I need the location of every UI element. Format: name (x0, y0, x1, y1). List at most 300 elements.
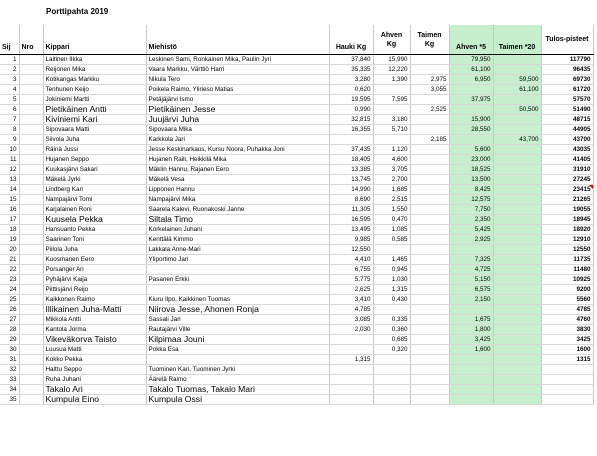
cell-tulos: 19055 (541, 205, 593, 215)
cell-ahven5: 18,525 (449, 165, 493, 175)
cell-hauki (329, 135, 373, 145)
cell-taimen20 (493, 225, 541, 235)
cell-tulos: 5560 (541, 295, 593, 305)
table-row (0, 335, 593, 345)
table-row (0, 235, 593, 245)
table-row (0, 145, 593, 155)
table-row (0, 225, 593, 235)
cell-taimen20 (493, 275, 541, 285)
cell-kippari: Illikainen Juha-Matti (43, 305, 146, 315)
cell-tulos (541, 375, 593, 385)
cell-taimen (410, 245, 449, 255)
cell-ahven5 (449, 245, 493, 255)
cell-kippari: Kaikkonen Raimo (43, 295, 146, 305)
cell-ahven5: 5,425 (449, 225, 493, 235)
cell-nro (19, 255, 43, 265)
cell-nro (19, 305, 43, 315)
cell-nro (19, 315, 43, 325)
cell-hauki: 11,305 (329, 205, 373, 215)
cell-ahven: 1,030 (373, 275, 410, 285)
cell-taimen20 (493, 385, 541, 395)
cell-miehisto: Lakkala Anne-Mari (146, 245, 329, 255)
cell-nro (19, 285, 43, 295)
cell-miehisto: Kilpimaa Jouni (146, 335, 329, 345)
cell-ahven5: 2,925 (449, 235, 493, 245)
cell-taimen20 (493, 375, 541, 385)
table-row (0, 205, 593, 215)
header-ahven: Ahven Kg (373, 25, 410, 55)
cell-miehisto: Kiuru Ilpo, Kaikkinen Tuomas (146, 295, 329, 305)
cell-taimen (410, 155, 449, 165)
cell-miehisto: Poikela Raimo, Ylirieso Matias (146, 85, 329, 95)
cell-ahven: 3,180 (373, 115, 410, 125)
cell-taimen20 (493, 255, 541, 265)
cell-miehisto: Vaara Markku, Värttiö Harri (146, 65, 329, 75)
cell-sij: 4 (0, 85, 19, 95)
cell-ahven5 (449, 135, 493, 145)
table-row (0, 125, 593, 135)
cell-sij: 2 (0, 65, 19, 75)
cell-hauki (329, 345, 373, 355)
cell-kippari: Kokko Pekka (43, 355, 146, 365)
cell-taimen (410, 285, 449, 295)
cell-taimen (410, 305, 449, 315)
cell-nro (19, 165, 43, 175)
cell-sij: 16 (0, 205, 19, 215)
table-row (0, 155, 593, 165)
cell-kippari: Piittisjärvi Reijo (43, 285, 146, 295)
cell-miehisto: Mäklin Hannu, Rajanen Eero (146, 165, 329, 175)
table-row (0, 375, 593, 385)
cell-tulos: 4785 (541, 305, 593, 315)
cell-ahven5 (449, 305, 493, 315)
cell-ahven: 7,595 (373, 95, 410, 105)
cell-tulos: 57570 (541, 95, 593, 105)
cell-nro (19, 175, 43, 185)
cell-ahven (373, 105, 410, 115)
cell-ahven5 (449, 375, 493, 385)
cell-sij: 14 (0, 185, 19, 195)
cell-kippari: Porsanger Ari (43, 265, 146, 275)
cell-miehisto: Pasanen Erkki (146, 275, 329, 285)
header-nro: Nro (19, 25, 43, 55)
cell-taimen (410, 175, 449, 185)
cell-taimen20 (493, 95, 541, 105)
cell-kippari: Sipovaara Matti (43, 125, 146, 135)
cell-sij: 28 (0, 325, 19, 335)
cell-ahven (373, 245, 410, 255)
cell-ahven5: 2,350 (449, 215, 493, 225)
header-tulos: Tulos-pisteet (541, 25, 593, 55)
cell-ahven: 3,705 (373, 165, 410, 175)
cell-ahven (373, 375, 410, 385)
cell-miehisto: Niirova Jesse, Ahonen Ronja (146, 305, 329, 315)
cell-sij: 29 (0, 335, 19, 345)
cell-kippari: Kumpula Eino (43, 395, 146, 405)
cell-ahven5: 1,600 (449, 345, 493, 355)
cell-taimen20 (493, 145, 541, 155)
table-row (0, 115, 593, 125)
cell-hauki: 4,410 (329, 255, 373, 265)
header-miehisto: Miehistö (146, 25, 329, 55)
cell-taimen (410, 275, 449, 285)
cell-ahven5 (449, 395, 493, 405)
cell-ahven: 1,550 (373, 205, 410, 215)
cell-miehisto: Nikula Tero (146, 75, 329, 85)
cell-miehisto: Juujärvi Juha (146, 115, 329, 125)
cell-ahven: 0,945 (373, 265, 410, 275)
cell-tulos: 3830 (541, 325, 593, 335)
cell-taimen20 (493, 235, 541, 245)
cell-taimen (410, 165, 449, 175)
cell-taimen (410, 115, 449, 125)
header-taimen20: Taimen *20 (493, 25, 541, 55)
cell-hauki: 13,385 (329, 165, 373, 175)
cell-kippari: Reijonen Mika (43, 65, 146, 75)
cell-kippari: Kuusela Pekka (43, 215, 146, 225)
cell-ahven5: 6,575 (449, 285, 493, 295)
cell-nro (19, 65, 43, 75)
cell-hauki: 16,595 (329, 215, 373, 225)
cell-sij: 22 (0, 265, 19, 275)
cell-ahven5 (449, 355, 493, 365)
cell-ahven5: 2,150 (449, 295, 493, 305)
cell-ahven5: 5,600 (449, 145, 493, 155)
cell-kippari: Räinä Jussi (43, 145, 146, 155)
cell-miehisto: Yliportimo Jari (146, 255, 329, 265)
cell-tulos: 43035 (541, 145, 593, 155)
cell-hauki: 14,990 (329, 185, 373, 195)
cell-miehisto: Pokka Esa (146, 345, 329, 355)
table-row (0, 215, 593, 225)
table-row (0, 175, 593, 185)
cell-miehisto: Hujanen Raili, Heikkilä Mika (146, 155, 329, 165)
cell-kippari: Kotikangas Markku (43, 75, 146, 85)
cell-tulos: 51490 (541, 105, 593, 115)
cell-hauki: 13,745 (329, 175, 373, 185)
cell-kippari: Kuukasjärvi Sakari (43, 165, 146, 175)
cell-taimen (410, 125, 449, 135)
cell-sij: 19 (0, 235, 19, 245)
cell-nro (19, 95, 43, 105)
cell-kippari: Tenhunen Keijo (43, 85, 146, 95)
cell-tulos: 1600 (541, 345, 593, 355)
cell-miehisto: Lipponen Hannu (146, 185, 329, 195)
cell-hauki: 4,785 (329, 305, 373, 315)
cell-ahven: 2,515 (373, 195, 410, 205)
cell-taimen (410, 55, 449, 65)
table-row (0, 295, 593, 305)
cell-ahven5: 79,950 (449, 55, 493, 65)
cell-hauki (329, 365, 373, 375)
cell-taimen20 (493, 345, 541, 355)
cell-tulos: 1315 (541, 355, 593, 365)
cell-kippari: Jokiniemi Martti (43, 95, 146, 105)
table-row (0, 315, 593, 325)
table-row (0, 105, 593, 115)
cell-ahven: 0,335 (373, 315, 410, 325)
cell-ahven (373, 355, 410, 365)
cell-kippari: Piilola Juha (43, 245, 146, 255)
cell-sij: 8 (0, 125, 19, 135)
table-row (0, 275, 593, 285)
cell-hauki: 12,550 (329, 245, 373, 255)
cell-hauki (329, 395, 373, 405)
cell-ahven5: 13,500 (449, 175, 493, 185)
cell-ahven: 0,320 (373, 345, 410, 355)
header-kippari: Kippari (43, 25, 146, 55)
cell-nro (19, 225, 43, 235)
header-ahven5: Ahven *5 (449, 25, 493, 55)
cell-ahven5: 4,725 (449, 265, 493, 275)
cell-sij: 32 (0, 365, 19, 375)
cell-taimen (410, 395, 449, 405)
cell-nro (19, 185, 43, 195)
cell-ahven5: 12,575 (449, 195, 493, 205)
cell-miehisto: Tuominen Kari, Tuominen Jyrki (146, 365, 329, 375)
cell-ahven: 0,585 (373, 235, 410, 245)
cell-sij: 12 (0, 165, 19, 175)
cell-ahven: 1,315 (373, 285, 410, 295)
cell-nro (19, 115, 43, 125)
cell-ahven5 (449, 105, 493, 115)
cell-taimen (410, 65, 449, 75)
cell-miehisto: Sipovaara Mika (146, 125, 329, 135)
cell-kippari: Kantola Jorma (43, 325, 146, 335)
cell-miehisto: Petäjäjärvi Ismo (146, 95, 329, 105)
cell-kippari: Karjalainen Roni (43, 205, 146, 215)
cell-tulos: 61720 (541, 85, 593, 95)
cell-tulos: 18945 (541, 215, 593, 225)
cell-miehisto: Kumpula Ossi (146, 395, 329, 405)
cell-tulos: 12550 (541, 245, 593, 255)
cell-taimen20: 61,100 (493, 85, 541, 95)
cell-hauki: 3,085 (329, 315, 373, 325)
cell-sij: 24 (0, 285, 19, 295)
cell-tulos: 69730 (541, 75, 593, 85)
cell-ahven: 0,470 (373, 215, 410, 225)
cell-tulos: 11735 (541, 255, 593, 265)
cell-tulos: 10925 (541, 275, 593, 285)
cell-ahven5 (449, 85, 493, 95)
cell-taimen (410, 295, 449, 305)
cell-taimen (410, 205, 449, 215)
cell-tulos: 3425 (541, 335, 593, 345)
cell-nro (19, 375, 43, 385)
cell-sij: 9 (0, 135, 19, 145)
cell-ahven5: 5,150 (449, 275, 493, 285)
cell-taimen20 (493, 175, 541, 185)
table-row (0, 195, 593, 205)
cell-tulos: 21265 (541, 195, 593, 205)
cell-taimen (410, 235, 449, 245)
cell-taimen20: 59,500 (493, 75, 541, 85)
cell-tulos: 9200 (541, 285, 593, 295)
cell-nro (19, 275, 43, 285)
cell-tulos: 117790 (541, 55, 593, 65)
cell-sij: 13 (0, 175, 19, 185)
cell-taimen20 (493, 285, 541, 295)
cell-nro (19, 245, 43, 255)
cell-hauki: 8,690 (329, 195, 373, 205)
cell-taimen (410, 215, 449, 225)
cell-miehisto: Mäkelä Vesa (146, 175, 329, 185)
cell-miehisto: Sassali Jari (146, 315, 329, 325)
cell-ahven5: 1,675 (449, 315, 493, 325)
cell-ahven5: 3,425 (449, 335, 493, 345)
cell-tulos: 96435 (541, 65, 593, 75)
cell-nro (19, 145, 43, 155)
cell-ahven (373, 385, 410, 395)
cell-nro (19, 365, 43, 375)
cell-tulos: 11480 (541, 265, 593, 275)
cell-hauki: 13,495 (329, 225, 373, 235)
table-row (0, 245, 593, 255)
cell-taimen20 (493, 165, 541, 175)
table-row (0, 285, 593, 295)
cell-ahven5: 28,550 (449, 125, 493, 135)
cell-hauki: 32,815 (329, 115, 373, 125)
cell-taimen20 (493, 195, 541, 205)
cell-kippari: Lindberg Kari (43, 185, 146, 195)
cell-taimen (410, 265, 449, 275)
table-row (0, 165, 593, 175)
cell-taimen20 (493, 355, 541, 365)
cell-hauki: 6,755 (329, 265, 373, 275)
cell-kippari: Vikeväkorva Taisto (43, 335, 146, 345)
cell-tulos (541, 365, 593, 375)
cell-ahven5: 7,750 (449, 205, 493, 215)
cell-taimen20 (493, 215, 541, 225)
cell-hauki: 18,405 (329, 155, 373, 165)
cell-sij: 3 (0, 75, 19, 85)
header-sij: Sij (0, 25, 19, 55)
cell-sij: 27 (0, 315, 19, 325)
table-row (0, 255, 593, 265)
cell-kippari: Takalo Ari (43, 385, 146, 395)
table-row (0, 355, 593, 365)
cell-sij: 7 (0, 115, 19, 125)
cell-nro (19, 335, 43, 345)
cell-sij: 6 (0, 105, 19, 115)
cell-taimen20 (493, 265, 541, 275)
table-row (0, 325, 593, 335)
cell-nro (19, 265, 43, 275)
cell-taimen (410, 375, 449, 385)
cell-ahven: 4,600 (373, 155, 410, 165)
cell-taimen20 (493, 115, 541, 125)
cell-ahven: 0,685 (373, 335, 410, 345)
cell-ahven: 15,990 (373, 55, 410, 65)
cell-taimen20 (493, 335, 541, 345)
cell-ahven5: 8,425 (449, 185, 493, 195)
cell-sij: 5 (0, 95, 19, 105)
cell-nro (19, 155, 43, 165)
header-hauki: Hauki Kg (329, 25, 373, 55)
table-row (0, 75, 593, 85)
cell-tulos: 18920 (541, 225, 593, 235)
cell-taimen: 3,055 (410, 85, 449, 95)
table-row (0, 395, 593, 405)
cell-ahven: 5,710 (373, 125, 410, 135)
cell-sij: 11 (0, 155, 19, 165)
cell-taimen (410, 345, 449, 355)
cell-nro (19, 75, 43, 85)
cell-sij: 26 (0, 305, 19, 315)
cell-ahven5: 6,950 (449, 75, 493, 85)
cell-tulos: 43700 (541, 135, 593, 145)
cell-kippari: Mikkola Antti (43, 315, 146, 325)
cell-taimen20 (493, 155, 541, 165)
cell-hauki: 3,410 (329, 295, 373, 305)
cell-sij: 17 (0, 215, 19, 225)
cell-miehisto: Nampajärvi Mika (146, 195, 329, 205)
cell-tulos: 12910 (541, 235, 593, 245)
cell-taimen20 (493, 305, 541, 315)
cell-ahven (373, 395, 410, 405)
cell-sij: 33 (0, 375, 19, 385)
cell-hauki: 16,355 (329, 125, 373, 135)
cell-taimen (410, 225, 449, 235)
cell-sij: 10 (0, 145, 19, 155)
cell-ahven: 1,085 (373, 225, 410, 235)
cell-hauki: 3,280 (329, 75, 373, 85)
cell-tulos (541, 385, 593, 395)
cell-taimen20 (493, 325, 541, 335)
cell-miehisto (146, 285, 329, 295)
cell-miehisto: Jesse Keskinarkaus, Kursu Noora, Puhakka Joni (146, 145, 329, 155)
cell-kippari: Nampajärvi Tomi (43, 195, 146, 205)
table-row (0, 95, 593, 105)
cell-taimen20 (493, 125, 541, 135)
cell-taimen (410, 335, 449, 345)
header-row (0, 25, 593, 55)
header-taimen: Taimen Kg (410, 25, 449, 55)
cell-miehisto: Leskinen Sami, Ronkainen Mika, Paulin Jyri (146, 55, 329, 65)
cell-taimen20 (493, 295, 541, 305)
cell-hauki: 9,985 (329, 235, 373, 245)
cell-ahven (373, 365, 410, 375)
cell-miehisto: Karkkola Jari (146, 135, 329, 145)
cell-taimen20 (493, 365, 541, 375)
cell-ahven: 1,120 (373, 145, 410, 155)
cell-nro (19, 345, 43, 355)
cell-miehisto (146, 265, 329, 275)
cell-taimen (410, 95, 449, 105)
cell-ahven5: 1,800 (449, 325, 493, 335)
cell-taimen (410, 255, 449, 265)
cell-hauki: 2,625 (329, 285, 373, 295)
cell-ahven: 2,700 (373, 175, 410, 185)
cell-ahven (373, 85, 410, 95)
table-row (0, 265, 593, 275)
cell-ahven: 12,220 (373, 65, 410, 75)
table-row (0, 85, 593, 95)
table-row (0, 135, 593, 145)
cell-hauki: 37,840 (329, 55, 373, 65)
cell-taimen: 2,975 (410, 75, 449, 85)
cell-hauki (329, 335, 373, 345)
cell-ahven5: 37,975 (449, 95, 493, 105)
cell-tulos: 27245 (541, 175, 593, 185)
cell-hauki: 0,990 (329, 105, 373, 115)
cell-nro (19, 125, 43, 135)
cell-nro (19, 85, 43, 95)
sheet-title: Porttipahta 2019 (46, 7, 109, 16)
cell-hauki: 37,435 (329, 145, 373, 155)
cell-sij: 35 (0, 395, 19, 405)
cell-taimen (410, 385, 449, 395)
